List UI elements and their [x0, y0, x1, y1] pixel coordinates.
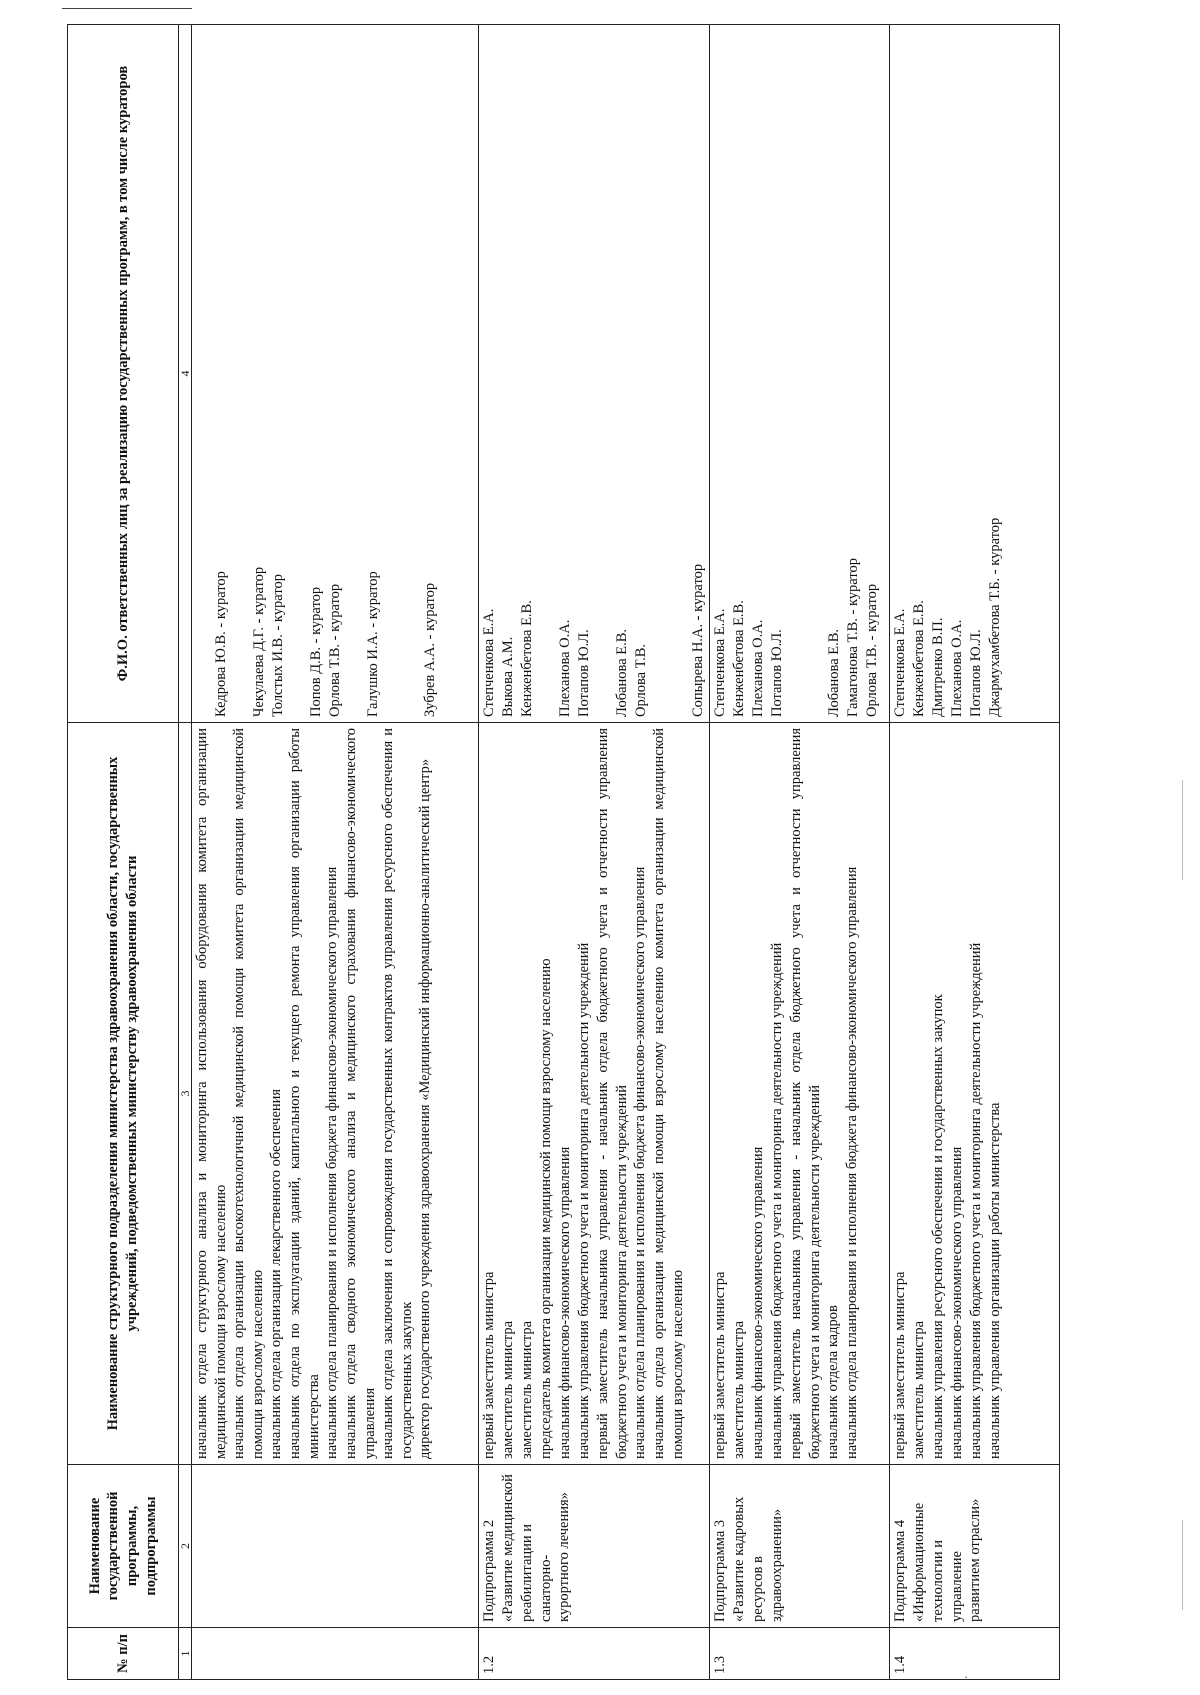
header-number: № п/п [68, 1628, 179, 1680]
units-list [710, 723, 890, 1465]
program-line: технологии и управление [930, 1540, 965, 1622]
program-line: Подпрограмма 3 [712, 1519, 728, 1622]
person-entry: Потапов Ю.Л. [769, 629, 785, 717]
person-entry: Зубрев А.А. - куратор [422, 582, 438, 717]
person-entry: Степченкова Е.А. [712, 608, 728, 717]
program-line: ресурсов в [750, 1556, 766, 1622]
person-entry: Орлова Т.В. - куратор [864, 583, 880, 717]
unit-entry: начальник финансово-экономического управления [750, 1146, 766, 1459]
person-spacer [231, 30, 250, 717]
header-program: Наименование государственной программы, подпрограммы [68, 1465, 179, 1628]
person-spacer [193, 30, 212, 717]
unit-entry: начальник отдела сводного экономического анализа и медицинского страхования финансово-экономического управления [343, 728, 378, 1459]
program-name [192, 1465, 479, 1628]
column-numbers-row [179, 25, 192, 1680]
unit-entry: начальник отдела организации медицинской помощи взрослому населению комитета организации медицинской помощи взрослому населению [651, 728, 686, 1459]
unit-entry: заместитель министра [519, 1320, 535, 1459]
rotated-document-page [67, 25, 1152, 1680]
unit-entry: начальник управления организации работы министерства [987, 1102, 1003, 1459]
unit-entry: начальник управления ресурсного обеспечения и государственных закупок [930, 994, 946, 1459]
row-number: 1.3 [710, 1628, 890, 1680]
unit-entry: начальник финансово-экономического управления [557, 1146, 573, 1459]
program-name [890, 1465, 1060, 1628]
program-line: курортного лечения» [556, 1492, 573, 1622]
table-row [479, 25, 710, 1680]
person-spacer [537, 30, 556, 717]
person-entry: Степченкова Е.А. [892, 608, 908, 717]
unit-entry: начальник отдела заключения и сопровождения государственных контрактов управления ресурсного обеспечения и государственных закупок [380, 728, 415, 1459]
person-entry: Толстых И.В. - куратор [270, 574, 286, 717]
unit-entry: начальник отдела кадров [825, 1305, 842, 1459]
table-row [710, 25, 890, 1680]
table-header-row [68, 25, 179, 1680]
person-spacer [288, 30, 307, 717]
person-entry: Лобанова Е.В. [826, 628, 842, 717]
header-units: Наименование структурного подразделения министерства здравоохранения области, государственных учреждений, подведомственных министерству здравоохранения области [68, 723, 179, 1465]
row-number: 1.2 [479, 1628, 710, 1680]
program-line: развитием отрасли» [967, 1498, 984, 1622]
column-number: 2 [179, 1465, 192, 1628]
unit-entry: начальник управления бюджетного учета и мониторинга деятельности учреждений [968, 942, 984, 1459]
unit-entry: начальник отдела по эксплуатации зданий, капитального и текущего ремонта управления организации работы министерства [287, 728, 322, 1459]
unit-entry: заместитель министра [731, 1320, 747, 1459]
person-entry: Степченкова Е.А. [481, 608, 497, 717]
unit-entry: начальник управления бюджетного учета и мониторинга деятельности учреждений [769, 942, 785, 1459]
unit-entry: первый заместитель министра [481, 1271, 497, 1459]
scan-edge-mark-lower [1182, 1520, 1183, 1610]
person-entry: Плеханова О.А. [949, 619, 965, 717]
unit-entry: начальник управления бюджетного учета и мониторинга деятельности учреждений [576, 942, 592, 1459]
person-entry: Плеханова О.А. [750, 619, 766, 717]
column-number: 1 [179, 1628, 192, 1680]
scan-edge-mark [1182, 780, 1183, 880]
person-spacer [402, 30, 421, 717]
program-line: реабилитации и санаторно- [519, 1523, 554, 1622]
column-number: 3 [179, 723, 192, 1465]
table-row [192, 25, 479, 1680]
persons-list [710, 25, 890, 723]
units-list [479, 723, 710, 1465]
header-persons: Ф.И.О. ответственных лиц за реализацию государственных программ, в том числе кураторов [68, 25, 179, 723]
person-entry: Галушко И.А. - куратор [365, 571, 381, 717]
program-line: «Развитие медицинской [500, 1474, 516, 1622]
person-entry: Кенженбетова Е.В. [731, 600, 747, 717]
person-spacer [345, 30, 364, 717]
person-entry: Кенженбетова Е.В. [911, 600, 927, 717]
program-line: здравоохранении» [769, 1508, 785, 1622]
person-spacer [651, 30, 670, 717]
person-entry: Лобанова Е.В. [614, 628, 630, 717]
person-spacer [806, 30, 825, 717]
person-entry: Чекулаева Д.Г. - куратор [251, 566, 267, 717]
scan-dot: · [964, 1670, 968, 1684]
person-entry: Орлова Т.В. - куратор [327, 583, 343, 717]
program-line: «Развитие кадровых [731, 1496, 747, 1622]
unit-entry: начальник отдела структурного анализа и мониторинга использования оборудования комитета организации медицинской помощи взрослому населению [194, 728, 229, 1459]
person-spacer [594, 30, 613, 717]
unit-entry: заместитель министра [911, 1320, 927, 1459]
responsibility-table [67, 24, 1060, 1680]
person-entry: Потапов Ю.Л. [576, 629, 592, 717]
column-number: 4 [179, 25, 192, 723]
unit-entry: начальник отдела планирования и исполнения бюджета финансово-экономического управления [324, 866, 341, 1459]
unit-entry: первый заместитель начальника управления - начальник отдела бюджетного учета и отчетности управления бюджетного учета и мониторинга деятельности учреждений [595, 728, 630, 1459]
person-entry: Дмитренко В.П. [930, 617, 946, 717]
unit-entry: первый заместитель министра [892, 1271, 908, 1459]
person-entry: Гамагонова Т.В. - куратор [845, 558, 861, 717]
person-spacer [670, 30, 689, 717]
person-entry: Потапов Ю.Л. [968, 629, 984, 717]
person-entry: Попов Д.В. - куратор [308, 586, 324, 717]
row-number [192, 1628, 479, 1680]
program-name [479, 1465, 710, 1628]
person-entry: Плеханова О.А. [557, 619, 573, 717]
row-number: 1.4 [890, 1628, 1060, 1680]
unit-entry: начальник отдела планирования и исполнения бюджета финансово-экономического управления [844, 866, 861, 1459]
unit-entry: начальник отдела организации лекарственного обеспечения [268, 1088, 285, 1459]
program-name [710, 1465, 890, 1628]
program-line: «Информационные [911, 1502, 927, 1622]
unit-entry: заместитель министра [500, 1320, 516, 1459]
person-entry: Орлова Т.В. [633, 643, 649, 717]
unit-entry: первый заместитель начальника управления - начальник отдела бюджетного учета и отчетности управления бюджетного учета и мониторинга деятельности учреждений [788, 728, 823, 1459]
person-entry: Кедрова Ю.В. - куратор [213, 571, 229, 717]
unit-entry: начальник финансово-экономического управления [949, 1146, 965, 1459]
unit-entry: первый заместитель министра [712, 1271, 728, 1459]
top-rule [62, 8, 192, 9]
unit-entry: начальник отдела планирования и исполнения бюджета финансово-экономического управления [632, 866, 649, 1459]
program-line: Подпрограмма 4 [892, 1519, 908, 1622]
units-list [890, 723, 1060, 1465]
program-line: Подпрограмма 2 [481, 1519, 497, 1622]
unit-entry: председатель комитета организации медицинской помощи взрослому населению [538, 958, 554, 1459]
person-spacer [383, 30, 402, 717]
person-entry: Сопырева Н.А. - куратор [690, 563, 706, 717]
person-entry: Кенженбетова Е.В. [519, 600, 535, 717]
unit-entry: директор государственного учреждения здравоохранения «Медицинский информационно-аналитический центр» [417, 758, 434, 1459]
persons-list [479, 25, 710, 723]
units-list [192, 723, 479, 1465]
person-entry: Джармухамбетова Т.Б. - куратор [987, 517, 1003, 717]
table-row [890, 25, 1060, 1680]
person-spacer [787, 30, 806, 717]
persons-list [192, 25, 479, 723]
unit-entry: начальник отдела организации высокотехнологичной медицинской помощи комитета организации медицинской помощи взрослому населению [231, 728, 266, 1459]
person-entry: Выкова А.М. [500, 636, 516, 717]
persons-list [890, 25, 1060, 723]
